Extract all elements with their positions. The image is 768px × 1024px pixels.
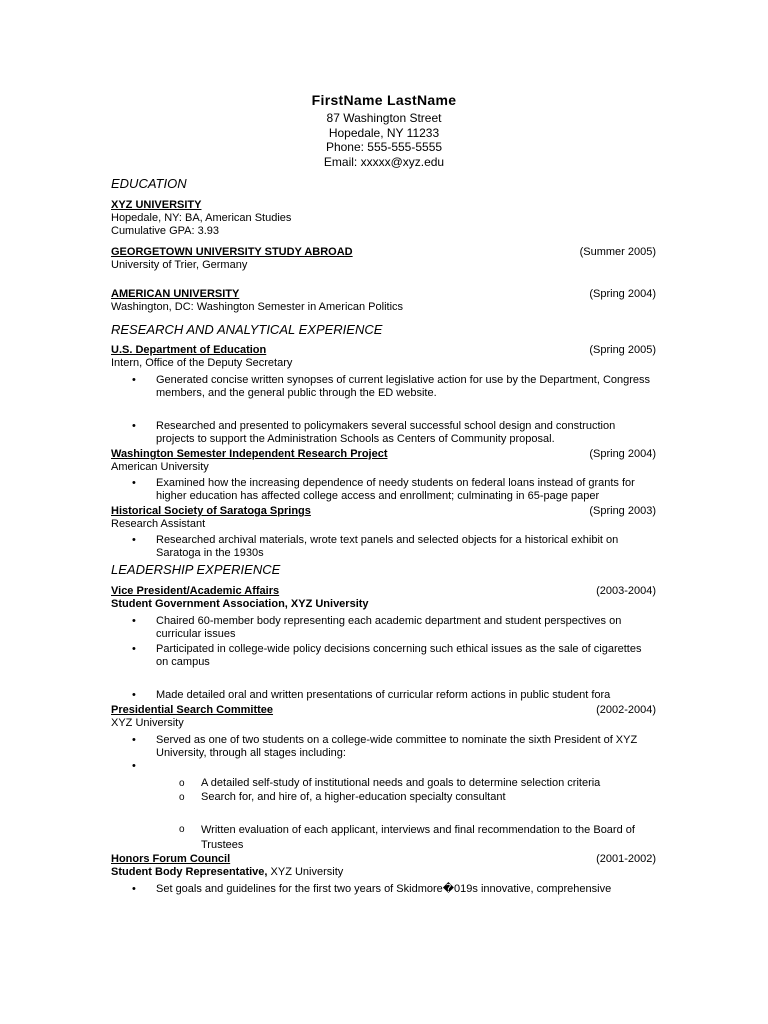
bullet-icon: •: [132, 883, 136, 895]
bullet-text: Served as one of two students on a college-wide committee to nominate the sixth President of XYZ University, through all stages including:: [156, 734, 638, 759]
research-org: Historical Society of Saratoga Springs: [111, 505, 311, 517]
education-line: Cumulative GPA: 3.93: [111, 225, 220, 237]
bullet-list: [111, 534, 656, 560]
bullet-icon: •: [132, 615, 136, 627]
circle-bullet-icon: o: [179, 792, 185, 803]
phone-number: Phone: 555-555-5555: [325, 140, 443, 154]
affiliation-org: XYZ University: [267, 866, 344, 878]
bullet-icon: •: [132, 534, 136, 546]
education-entry: [111, 288, 656, 314]
education-org: XYZ UNIVERSITY: [111, 199, 202, 211]
bullet-text: Generated concise written synopses of current legislative action for use by the Department, Congress members, and the general public through the ED website.: [156, 374, 651, 399]
education-entry: [111, 246, 656, 272]
research-date: (Spring 2004): [589, 448, 656, 460]
bullet-text: Written evaluation of each applicant, interviews and final recommendation to the Board of Trustees: [201, 824, 635, 851]
sub-bullet-list: [111, 777, 656, 853]
leadership-entry: [111, 704, 656, 853]
bullet-icon: •: [132, 477, 136, 489]
list-item: [111, 791, 656, 804]
bullet-text: Researched archival materials, wrote text panels and selected objects for a historical exhibit on Saratoga in the 1930s: [156, 534, 619, 559]
resume-body: [111, 176, 656, 896]
list-item: [111, 643, 656, 669]
research-entry: [111, 505, 656, 560]
list-item: [111, 477, 656, 503]
bullet-text: Chaired 60-member body representing each academic department and student perspectives on curricular issues: [156, 615, 622, 640]
research-heading: RESEARCH AND ANALYTICAL EXPERIENCE: [111, 322, 383, 337]
leadership-date: (2002-2004): [596, 704, 656, 716]
research-role: American University: [111, 461, 209, 473]
leadership-org: Presidential Search Committee: [111, 704, 274, 716]
research-org: Washington Semester Independent Research Project: [111, 448, 388, 460]
education-heading: EDUCATION: [111, 176, 187, 191]
research-date: (Spring 2005): [589, 344, 656, 356]
bullet-icon: •: [132, 760, 136, 772]
bullet-text: Researched and presented to policymakers several successful school design and construction projects to support the Administration Schools as Centers of Community proposal.: [156, 420, 616, 445]
city-address: Hopedale, NY 11233: [328, 125, 440, 140]
education-line: Hopedale, NY: BA, American Studies: [111, 212, 292, 224]
street-address: 87 Washington Street: [326, 111, 442, 125]
candidate-name: FirstName LastName: [311, 92, 457, 108]
bullet-list: [111, 615, 656, 702]
education-line: Washington, DC: Washington Semester in American Politics: [111, 301, 404, 313]
list-item: [111, 760, 656, 773]
education-date: (Summer 2005): [579, 246, 656, 258]
research-date: (Spring 2003): [589, 505, 656, 517]
bullet-text: Examined how the increasing dependence of needy students on federal loans instead of grants for higher education has affected college access and enrollment; culminating in 65-page paper: [156, 477, 635, 502]
leadership-date: (2003-2004): [596, 585, 656, 597]
bullet-text: Made detailed oral and written presentations of curricular reform actions in public student fora: [156, 689, 611, 701]
bullet-icon: •: [132, 420, 136, 432]
bullet-list: [111, 477, 656, 503]
circle-bullet-icon: o: [179, 824, 185, 835]
leadership-entry: [111, 853, 656, 896]
education-line: University of Trier, Germany: [111, 259, 248, 271]
bullet-icon: •: [132, 689, 136, 701]
bullet-list: [111, 374, 656, 446]
leadership-heading: LEADERSHIP EXPERIENCE: [111, 562, 281, 577]
email-address: Email: xxxxx@xyz.edu: [323, 154, 445, 169]
bullet-text: A detailed self-study of institutional needs and goals to determine selection criteria: [201, 777, 601, 789]
leadership-entry: [111, 585, 656, 702]
list-item: [111, 420, 656, 446]
education-entry: [111, 199, 656, 238]
bullet-text: Search for, and hire of, a higher-education specialty consultant: [201, 791, 506, 803]
leadership-affiliation: [111, 866, 656, 879]
research-entry: [111, 448, 656, 503]
circle-bullet-icon: o: [179, 778, 185, 789]
research-role: Research Assistant: [111, 518, 206, 530]
bullet-icon: •: [132, 643, 136, 655]
leadership-org: Honors Forum Council: [111, 853, 231, 865]
education-org: AMERICAN UNIVERSITY: [111, 288, 240, 300]
leadership-org: Vice President/Academic Affairs: [111, 585, 280, 597]
list-item: [111, 615, 656, 641]
bullet-list: [111, 734, 656, 773]
research-role: Intern, Office of the Deputy Secretary: [111, 357, 293, 369]
affiliation-role: Student Body Representative,: [111, 866, 268, 878]
leadership-affiliation: Student Government Association, XYZ University: [111, 598, 369, 610]
leadership-affiliation: XYZ University: [111, 717, 184, 729]
list-item: [111, 374, 656, 400]
research-entry: [111, 344, 656, 446]
list-item: [111, 689, 656, 702]
list-item: [111, 777, 656, 790]
research-org: U.S. Department of Education: [111, 344, 267, 356]
bullet-icon: •: [132, 734, 136, 746]
leadership-date: (2001-2002): [596, 853, 656, 865]
list-item: [111, 883, 656, 896]
list-item: [111, 734, 656, 760]
education-org: GEORGETOWN UNIVERSITY STUDY ABROAD: [111, 246, 353, 258]
list-item: [111, 823, 656, 853]
bullet-text: Set goals and guidelines for the first two years of Skidmore�019s innovative, comprehensive: [156, 883, 612, 895]
resume-header: [0, 92, 768, 169]
education-date: (Spring 2004): [589, 288, 656, 300]
bullet-icon: •: [132, 374, 136, 386]
bullet-list: [111, 883, 656, 896]
list-item: [111, 534, 656, 560]
bullet-text: Participated in college-wide policy decisions concerning such ethical issues as the sale of cigarettes on campus: [156, 643, 642, 668]
